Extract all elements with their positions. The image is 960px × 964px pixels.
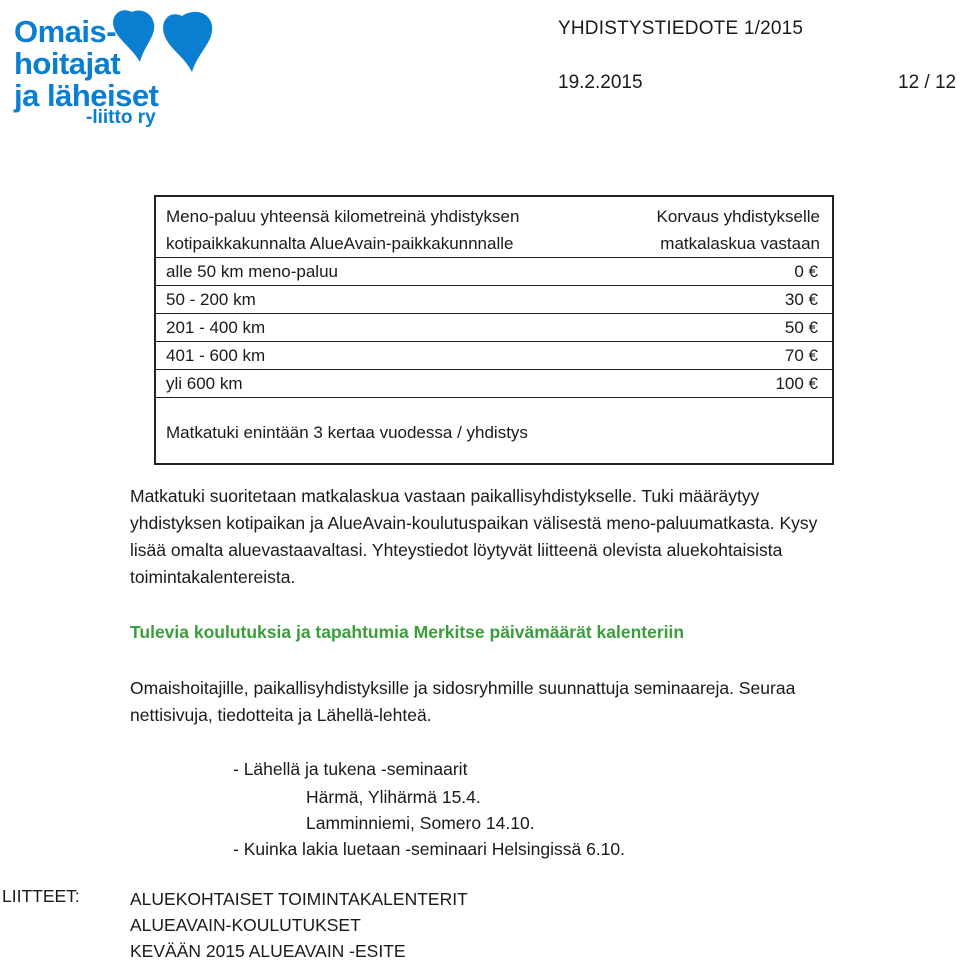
table-header-compensation-line2: matkalaskua vastaan xyxy=(660,234,820,253)
attachment-item: KEVÄÄN 2015 ALUEAVAIN -ESITE xyxy=(130,941,406,961)
row-compensation: 0 € xyxy=(794,262,818,281)
row-distance: 401 - 600 km xyxy=(166,346,266,365)
table-header-compensation-line1: Korvaus yhdistykselle xyxy=(656,207,820,226)
table-header-distance-line2: kotipaikkakunnalta AlueAvain-paikkakunnnalle xyxy=(166,234,514,253)
table-row xyxy=(156,313,832,341)
logo-line-2: hoitajat xyxy=(14,46,121,81)
table-row xyxy=(156,257,832,285)
table-row xyxy=(156,369,832,398)
row-distance: yli 600 km xyxy=(166,374,243,393)
table-header-compensation xyxy=(657,203,820,257)
attachments-label: LIITTEET: xyxy=(2,886,80,906)
heart-right-icon xyxy=(163,12,212,72)
paragraph-line: lisää omalta aluevastaavaltasi. Yhteystiedot löytyvät liitteenä olevista aluekohtaisista xyxy=(130,540,783,560)
paragraph-line: toimintakalentereista. xyxy=(130,567,296,587)
document-title: YHDISTYSTIEDOTE 1/2015 xyxy=(558,18,804,39)
logo-line-1: Omais- xyxy=(14,14,117,49)
table-row xyxy=(156,341,832,369)
row-distance: 50 - 200 km xyxy=(166,290,256,309)
table-note: Matkatuki enintään 3 kertaa vuodessa / yhdistys xyxy=(166,423,528,442)
paragraph-line: yhdistyksen kotipaikan ja AlueAvain-koulutuspaikan välisestä meno-paluumatkasta. Kysy xyxy=(130,513,818,533)
document-date: 19.2.2015 xyxy=(558,72,643,93)
row-distance: alle 50 km meno-paluu xyxy=(166,262,338,281)
list-item: - Kuinka lakia luetaan -seminaari Helsingissä 6.10. xyxy=(233,839,626,859)
list-item-sub: Lamminniemi, Somero 14.10. xyxy=(306,813,535,833)
attachments-list xyxy=(130,886,468,964)
page-number: 12 / 12 xyxy=(898,72,957,93)
list-item: - Lähellä ja tukena -seminaarit xyxy=(233,759,468,779)
logo-line-3: ja läheiset xyxy=(14,78,159,113)
table-header-distance xyxy=(166,203,519,257)
travel-compensation-table xyxy=(154,195,834,465)
logo-line-4: -liitto ry xyxy=(86,107,156,128)
paragraph-line: nettisivuja, tiedotteita ja Lähellä-lehteä. xyxy=(130,705,432,725)
row-compensation: 100 € xyxy=(775,374,818,393)
paragraph-line: Omaishoitajille, paikallisyhdistyksille ja sidosryhmille suunnattuja seminaareja. Seuraa xyxy=(130,678,796,698)
events-heading: Tulevia koulutuksia ja tapahtumia Merkitse päivämäärät kalenteriin xyxy=(130,622,685,642)
row-compensation: 50 € xyxy=(784,318,818,337)
travel-support-paragraph xyxy=(130,483,920,591)
table-body xyxy=(156,257,832,398)
seminars-paragraph xyxy=(130,675,920,729)
attachment-item: ALUEKOHTAISET TOIMINTAKALENTERIT xyxy=(130,889,468,909)
paragraph-line: Matkatuki suoritetaan matkalaskua vastaan paikallisyhdistykselle. Tuki määräytyy xyxy=(130,486,760,506)
list-item-sub: Härmä, Ylihärmä 15.4. xyxy=(306,787,481,807)
table-header-distance-line1: Meno-paluu yhteensä kilometreinä yhdistyksen xyxy=(166,207,520,226)
attachment-item: ALUEAVAIN-KOULUTUKSET xyxy=(130,915,361,935)
row-compensation: 70 € xyxy=(784,346,818,365)
table-row xyxy=(156,285,832,313)
row-distance: 201 - 400 km xyxy=(166,318,266,337)
row-compensation: 30 € xyxy=(784,290,818,309)
organization-logo xyxy=(10,2,220,130)
